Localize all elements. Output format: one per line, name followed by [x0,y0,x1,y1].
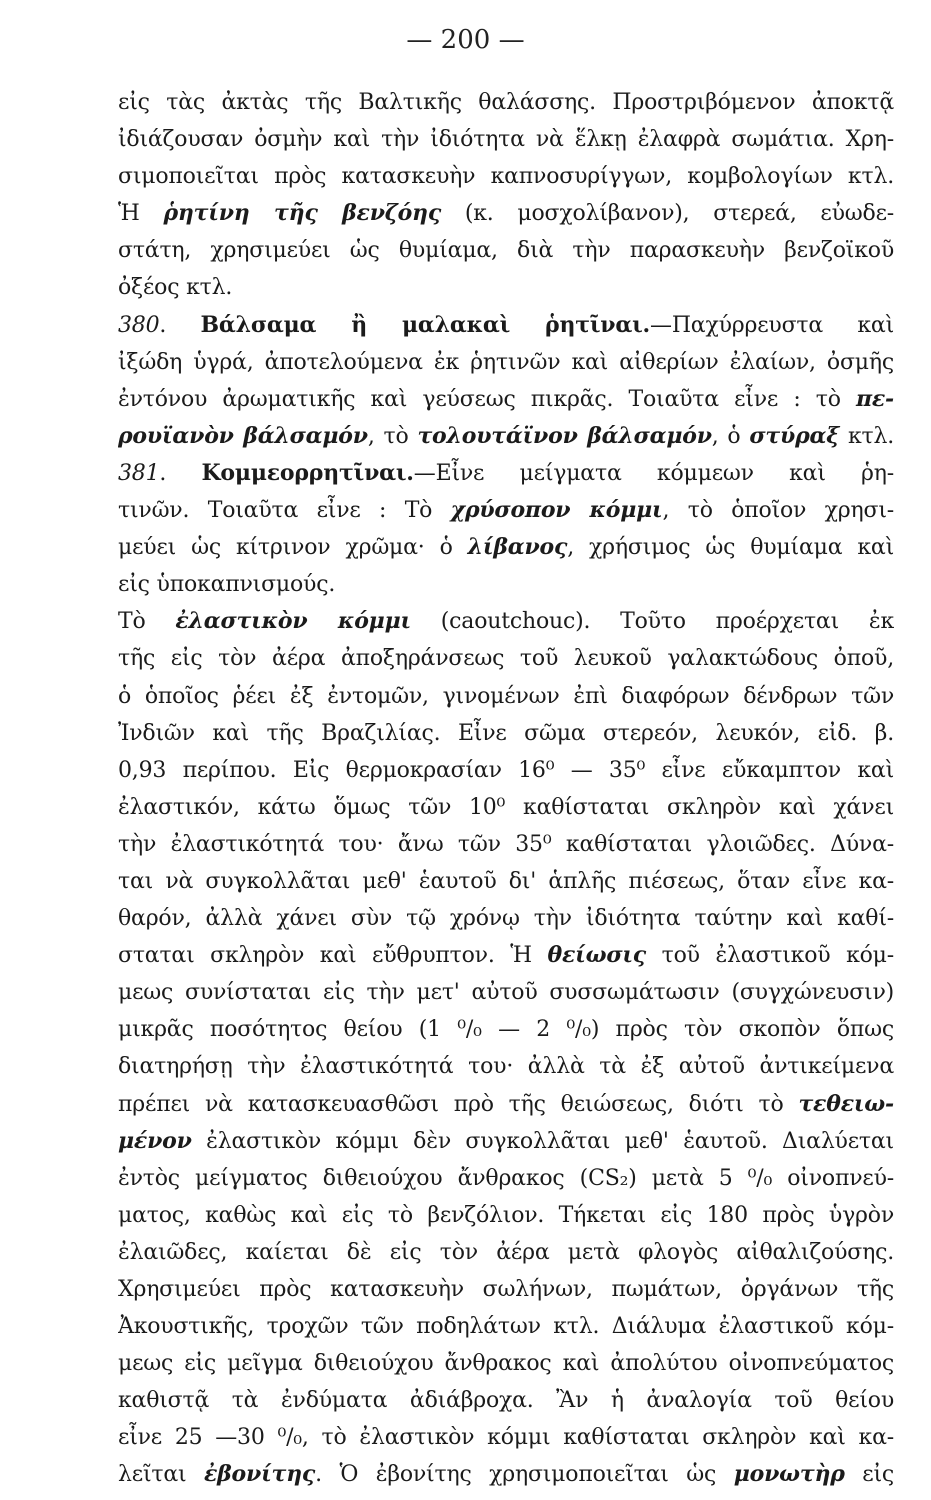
text-run: μεως εἰς μεῖγμα διθειούχου ἄνθρακος καὶ ἀπολύτου οἰνοπνεύματος [118,1351,894,1377]
text-run: ἐλαιῶδες, καίεται δὲ εἰς τὸν ἀέρα μετὰ φλογὸς αἰθαλιζούσης. [118,1239,894,1265]
text-line [118,381,894,418]
text-run: ἰξώδη ὑγρά, ἀποτελούμενα ἐκ ῥητινῶν καὶ αἰθερίων ἐλαίων, ὀσμῆς [118,349,894,375]
text-run: κτλ. [839,423,894,449]
text-run: , τὸ ὁποῖον χρησι- [662,498,894,524]
text-run: τοῦ ἐλαστικοῦ κόμ- [646,943,894,969]
text-run: τῆς εἰς τὸν ἀέρα ἀποξηράνσεως τοῦ λευκοῦ γαλακτώδους ὀποῦ, [118,646,894,672]
text-run: ἐλαστικὸν κόμμι δὲν συγκολλᾶται μεθ' ἑαυτοῦ. Διαλύεται [191,1128,894,1154]
text-run: εἰς ὑποκαπνισμούς. [118,572,336,598]
text-run: εἰς [844,1462,894,1488]
text-line [118,1345,894,1382]
text-run: , χρήσιμος ὡς θυμίαμα καὶ [567,535,894,561]
text-run: θαρόν, ἀλλὰ χάνει σὺν τῷ χρόνῳ τὴν ἰδιότητα ταύτην καὶ καθί- [118,906,894,932]
text-line [118,1234,894,1271]
text-line [118,1011,894,1048]
emphasized-term: 381 [118,460,160,486]
emphasized-term: πε- [855,385,894,412]
text-run: καθιστᾷ τὰ ἐνδύματα ἀδιάβροχα. Ἂν ἡ ἀναλογία τοῦ θείου [118,1388,894,1414]
text-line [118,826,894,863]
text-line [118,900,894,937]
text-line [118,1160,894,1197]
text-line [118,529,894,566]
text-line [118,1382,894,1419]
text-run: —Παχύρρευστα καὶ [650,312,894,338]
text-line [118,84,894,121]
text-run: τινῶν. Τοιαῦτα εἶνε : Τὸ [118,498,451,524]
text-run: ἰδιάζουσαν ὀσμὴν καὶ τὴν ἰδιότητα νὰ ἕλκῃ ἐλαφρὰ σωμάτια. Χρη- [118,127,894,153]
text-run: —Εἶνε μείγματα κόμμεων καὶ ῥη- [413,460,894,486]
text-line [118,269,894,306]
text-line [118,752,894,789]
text-line [118,158,894,195]
text-line [118,603,894,640]
text-line [118,863,894,900]
text-run: στάτη, χρησιμεύει ὡς θυμίαμα, διὰ τὴν παρασκευὴν βενζοϊκοῦ [118,238,894,264]
emphasized-term: ἐλαστικὸν κόμμι [175,608,411,635]
text-run: ἐντόνου ἀρωματικῆς καὶ γεύσεως πικρᾶς. Τοιαῦτα εἶνε : τὸ [118,386,856,412]
emphasized-term: χρύσοπον κόμμι [450,497,663,524]
text-run: Ἰνδιῶν καὶ τῆς Βραζιλίας. Εἶνε σῶμα στερεόν, λευκόν, εἰδ. β. [118,720,894,746]
text-line [118,1123,894,1160]
emphasized-term: μονωτὴρ [733,1461,845,1488]
text-run: σιμοποιεῖται πρὸς κατασκευὴν καπνοσυρίγγων, κομβολογίων κτλ. [118,164,894,190]
text-line [118,1271,894,1308]
text-line [118,678,894,715]
text-run: (caoutchouc). Τοῦτο προέρχεται ἐκ [410,609,894,635]
text-run: μεύει ὡς κίτρινον χρῶμα· ὁ [118,535,468,561]
text-line [118,195,894,232]
emphasized-term: τεθειω- [798,1090,894,1117]
text-run: μικρᾶς ποσότητος θείου (1 ⁰/₀ — 2 ⁰/₀) πρὸς τὸν σκοπὸν ὅπως [118,1017,894,1043]
text-run: ματος, καθὼς καὶ εἰς τὸ βενζόλιον. Τήκεται εἰς 180 πρὸς ὑγρὸν [118,1202,894,1228]
text-line [118,974,894,1011]
text-line [118,455,894,492]
emphasized-term: Βάλσαμα ἢ μαλακαὶ ῥητῖναι. [200,311,651,338]
text-run: διατηρήσῃ τὴν ἐλαστικότητά του· ἀλλὰ τὰ ἐξ αὐτοῦ ἀντικείμενα [118,1054,894,1080]
text-run: Τὸ [118,609,176,635]
text-line [118,1197,894,1234]
text-line [118,307,894,344]
text-run: μεως συνίσταται εἰς τὴν μετ' αὐτοῦ συσσωμάτωσιν (συγχώνευσιν) [118,980,894,1006]
emphasized-term: τολουτάϊνον βάλσαμόν [417,422,712,449]
text-run: Ἀκουστικῆς, τροχῶν τῶν ποδηλάτων κτλ. Διάλυμα ἐλαστικοῦ κόμ- [118,1314,894,1340]
text-run: Χρησιμεύει πρὸς κατασκευὴν σωλήνων, πωμάτων, ὀργάνων τῆς [118,1277,894,1302]
page-number: — 200 — [406,25,525,55]
text-run: (κ. μοσχολίβανον), στερεά, εὐωδε- [441,201,894,227]
text-run: πρέπει νὰ κατασκευασθῶσι πρὸ τῆς θειώσεως, διότι τὸ [118,1091,799,1117]
text-line [118,937,894,974]
text-run: . [159,312,201,338]
text-line [118,789,894,826]
emphasized-term: 380 [118,312,160,338]
text-line [118,1419,894,1456]
emphasized-term: λίβανος [467,534,568,561]
text-line [118,715,894,752]
text-line [118,1456,894,1493]
text-line [118,418,894,455]
text-line [118,1308,894,1345]
emphasized-term: Κομμεορρητῖναι. [201,459,414,486]
emphasized-term: ἐβονίτης [203,1461,316,1488]
text-run: ἐλαστικόν, κάτω ὅμως τῶν 10⁰ καθίσταται σκληρὸν καὶ χάνει [118,794,894,820]
text-line [118,344,894,381]
emphasized-term: στύραξ [749,422,840,449]
text-line [118,492,894,529]
text-run: εἶνε 25 —30 ⁰/₀, τὸ ἐλαστικὸν κόμμι καθίσταται σκληρὸν καὶ κα- [118,1425,894,1451]
text-run: ὀξέος κτλ. [118,275,233,301]
text-line [118,1048,894,1085]
emphasized-term: ῥητίνη τῆς βενζόης [163,200,442,227]
text-line [118,232,894,269]
emphasized-term: μένον [118,1127,192,1154]
text-run: 0,93 περίπου. Εἰς θερμοκρασίαν 16⁰ — 35⁰ εἶνε εὔκαμπτον καὶ [118,757,894,783]
text-run: τὴν ἐλαστικότητά του· ἄνω τῶν 35⁰ καθίσταται γλοιῶδες. Δύνα- [118,831,894,857]
text-line [118,1086,894,1123]
text-run: ὁ ὁποῖος ῥέει ἐξ ἐντομῶν, γινομένων ἐπὶ διαφόρων δένδρων τῶν [118,683,894,709]
emphasized-term: θείωσις [547,942,647,969]
text-line [118,121,894,158]
emphasized-term: ρουϊανὸν βάλσαμόν [118,422,368,449]
text-body [118,84,894,1494]
text-line [118,566,894,603]
text-run: , ὁ [711,423,750,449]
text-run: ται νὰ συγκολλᾶται μεθ' ἑαυτοῦ δι' ἁπλῆς πιέσεως, ὅταν εἶνε κα- [118,868,894,894]
text-run: Ἡ [118,201,164,227]
text-run: λεῖται [118,1462,204,1488]
text-line [118,640,894,677]
text-run: , τὸ [367,423,418,449]
text-run: σταται σκληρὸν καὶ εὔθρυπτον. Ἡ [118,943,548,969]
text-run: . [159,460,202,486]
text-run: ἐντὸς μείγματος διθειούχου ἄνθρακος (CS₂) μετὰ 5 ⁰/₀ οἰνοπνεύ- [118,1165,894,1191]
text-run: . Ὁ ἐβονίτης χρησιμοποιεῖται ὡς [315,1462,734,1488]
text-run: εἰς τὰς ἀκτὰς τῆς Βαλτικῆς θαλάσσης. Προστριβόμενον ἀποκτᾷ [118,90,894,115]
